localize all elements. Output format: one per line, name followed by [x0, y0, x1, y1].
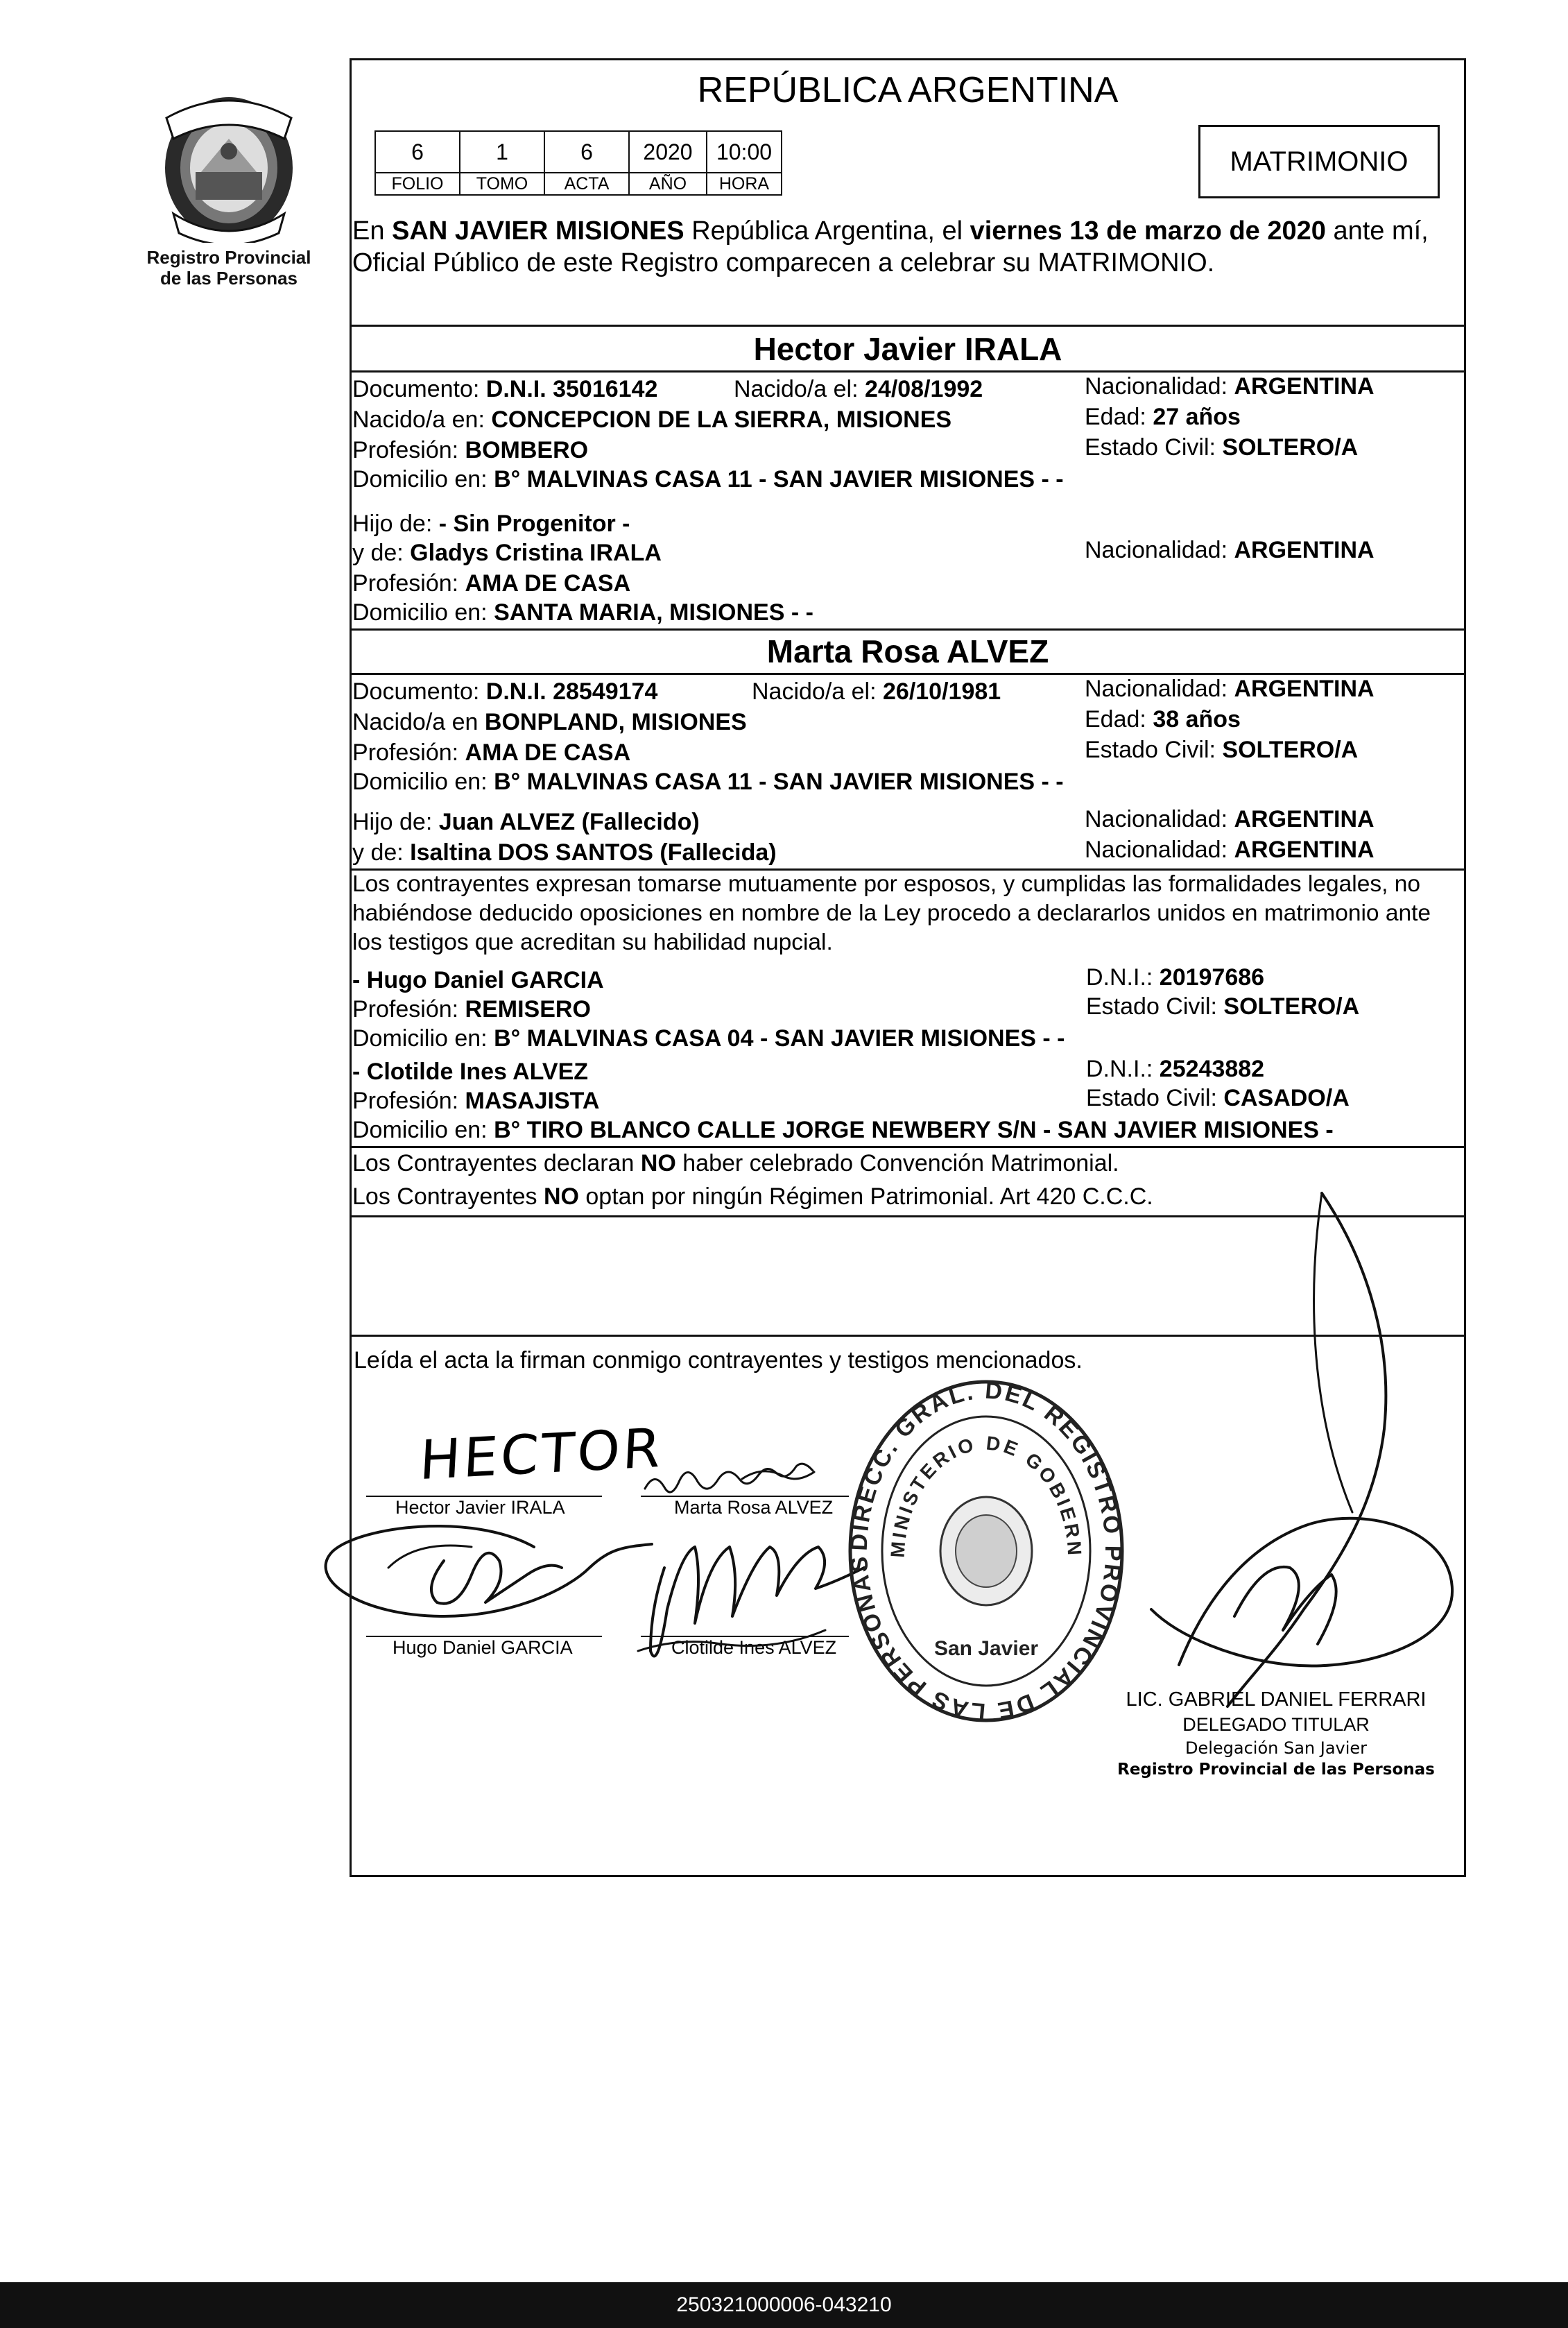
official-signature-icon — [1151, 1193, 1452, 1706]
official-office: Delegación San Javier — [1184, 1738, 1368, 1758]
stamp-inner-text: MINISTERIO DE GOBIERN — [886, 1432, 1086, 1559]
act-type-box: MATRIMONIO — [1198, 125, 1440, 198]
handwritten-signature-1: HECTOR — [417, 1417, 665, 1493]
country-title: REPÚBLICA ARGENTINA — [697, 70, 1119, 110]
logo-caption-line-2: de las Personas — [160, 268, 298, 289]
folio-label: FOLIO — [375, 173, 460, 195]
intro-place: SAN JAVIER MISIONES — [392, 216, 684, 246]
contrayente-1-name: Hector Javier IRALA — [753, 331, 1062, 367]
c2-profession: Profesión: AMA DE CASA — [352, 739, 631, 766]
c1-civil-status: Estado Civil: SOLTERO/A — [1085, 434, 1359, 461]
convention-line-2: Los Contrayentes NO optan por ningún Régimen Patrimonial. Art 420 C.C.C. — [352, 1183, 1153, 1210]
hora-value: 10:00 — [707, 131, 782, 173]
c2-father-nationality: Nacionalidad: ARGENTINA — [1085, 806, 1375, 832]
c1-profession: Profesión: BOMBERO — [352, 437, 589, 463]
document-code: 250321000006-043210 — [676, 2293, 892, 2316]
witness-2-civil-status: Estado Civil: CASADO/A — [1086, 1085, 1350, 1111]
witness-2-profession: Profesión: MASAJISTA — [352, 1088, 600, 1114]
c1-address: Domicilio en: B° MALVINAS CASA 11 - SAN JAVIER MISIONES - - — [352, 466, 1064, 493]
c1-age: Edad: 27 años — [1085, 404, 1241, 430]
contrayente-2-name: Marta Rosa ALVEZ — [766, 633, 1049, 669]
c1-mother: y de: Gladys Cristina IRALA — [352, 540, 662, 566]
witness-2-name: - Clotilde Ines ALVEZ — [352, 1059, 589, 1085]
official-title: DELEGADO TITULAR — [1182, 1714, 1370, 1735]
signature-4-icon — [638, 1547, 864, 1657]
witness-1-name: - Hugo Daniel GARCIA — [352, 967, 604, 993]
tomo-label: TOMO — [460, 173, 544, 195]
official-registry: Registro Provincial de las Personas — [1117, 1761, 1435, 1779]
declaration-line-2: habiéndose deducido oposiciones en nombre de la Ley procedo a declararlos unidos en matrimonio ante — [352, 900, 1431, 926]
anio-label: AÑO — [629, 173, 707, 195]
signature-label-3: Hugo Daniel GARCIA — [393, 1637, 573, 1658]
convention-line-1: Los Contrayentes declaran NO haber celebrado Convención Matrimonial. — [352, 1150, 1119, 1176]
logo-caption-line-1: Registro Provincial — [146, 247, 311, 268]
c1-mother-nationality: Nacionalidad: ARGENTINA — [1085, 537, 1375, 563]
acta-value: 6 — [544, 131, 629, 173]
c2-father: Hijo de: Juan ALVEZ (Fallecido) — [352, 809, 700, 835]
document-code-bar — [0, 2282, 1568, 2328]
closing-statement: Leída el acta la firman conmigo contrayentes y testigos mencionados. — [354, 1347, 1083, 1373]
intro-p2: República Argentina, el — [684, 216, 970, 246]
signature-label-1: Hector Javier IRALA — [395, 1497, 565, 1518]
witness-1-civil-status: Estado Civil: SOLTERO/A — [1086, 993, 1360, 1020]
c1-birthdate: Nacido/a el: 24/08/1992 — [734, 376, 983, 402]
official-name: LIC. GABRIEL DANIEL FERRARI — [1126, 1688, 1427, 1711]
intro-p1: En — [352, 216, 393, 246]
witness-1-dni: D.N.I.: 20197686 — [1086, 964, 1265, 991]
c2-birthplace: Nacido/a en BONPLAND, MISIONES — [352, 709, 747, 735]
c1-document: Documento: D.N.I. 35016142 — [352, 376, 658, 402]
stamp-office-text: San Javier — [933, 1637, 1039, 1660]
c1-nationality: Nacionalidad: ARGENTINA — [1085, 373, 1375, 400]
signature-2-icon — [645, 1464, 814, 1492]
intro-line-2: Oficial Público de este Registro comparecen a celebrar su MATRIMONIO. — [352, 248, 1215, 277]
declaration-line-3: los testigos que acreditan su habilidad nupcial. — [352, 930, 833, 955]
c1-mother-address: Domicilio en: SANTA MARIA, MISIONES - - — [352, 599, 813, 626]
c1-father: Hijo de: - Sin Progenitor - — [352, 511, 630, 537]
signature-label-2: Marta Rosa ALVEZ — [674, 1497, 834, 1518]
official-block — [1117, 1687, 1436, 1780]
acta-label: ACTA — [544, 173, 629, 195]
intro-p3: ante mí, — [1325, 216, 1429, 246]
witness-1-profession: Profesión: REMISERO — [352, 996, 591, 1022]
c2-civil-status: Estado Civil: SOLTERO/A — [1085, 737, 1359, 763]
c1-mother-profession: Profesión: AMA DE CASA — [352, 570, 631, 597]
witness-2-dni: D.N.I.: 25243882 — [1086, 1056, 1265, 1082]
c2-document: Documento: D.N.I. 28549174 — [352, 678, 658, 705]
c2-age: Edad: 38 años — [1085, 706, 1241, 733]
c2-nationality: Nacionalidad: ARGENTINA — [1085, 676, 1375, 702]
signature-label-4: Clotilde Ines ALVEZ — [671, 1637, 837, 1658]
hora-label: HORA — [707, 173, 782, 195]
declaration-line-1: Los contrayentes expresan tomarse mutuamente por esposos, y cumplidas las formalidades legales, no — [352, 871, 1420, 897]
c2-mother-nationality: Nacionalidad: ARGENTINA — [1085, 837, 1375, 863]
c2-birthdate: Nacido/a el: 26/10/1981 — [752, 678, 1001, 705]
tomo-value: 1 — [460, 131, 544, 173]
witness-1-address: Domicilio en: B° MALVINAS CASA 04 - SAN JAVIER MISIONES - - — [352, 1025, 1065, 1052]
signature-3-icon — [326, 1526, 652, 1616]
c2-address: Domicilio en: B° MALVINAS CASA 11 - SAN JAVIER MISIONES - - — [352, 769, 1064, 795]
intro-date: viernes 13 de marzo de 2020 — [970, 216, 1326, 246]
c1-birthplace: Nacido/a en: CONCEPCION DE LA SIERRA, MISIONES — [352, 406, 952, 433]
folio-value: 6 — [375, 131, 460, 173]
anio-value: 2020 — [629, 131, 707, 173]
witness-2-address: Domicilio en: B° TIRO BLANCO CALLE JORGE NEWBERY S/N - SAN JAVIER MISIONES - — [352, 1117, 1334, 1143]
stamp-ring-text: DIRECC. GRAL. DEL REGISTRO PROVINCIAL DE LAS PERSONAS — [845, 1377, 1127, 1725]
c2-mother: y de: Isaltina DOS SANTOS (Fallecida) — [352, 839, 777, 866]
official-stamp-icon — [846, 1377, 1126, 1724]
